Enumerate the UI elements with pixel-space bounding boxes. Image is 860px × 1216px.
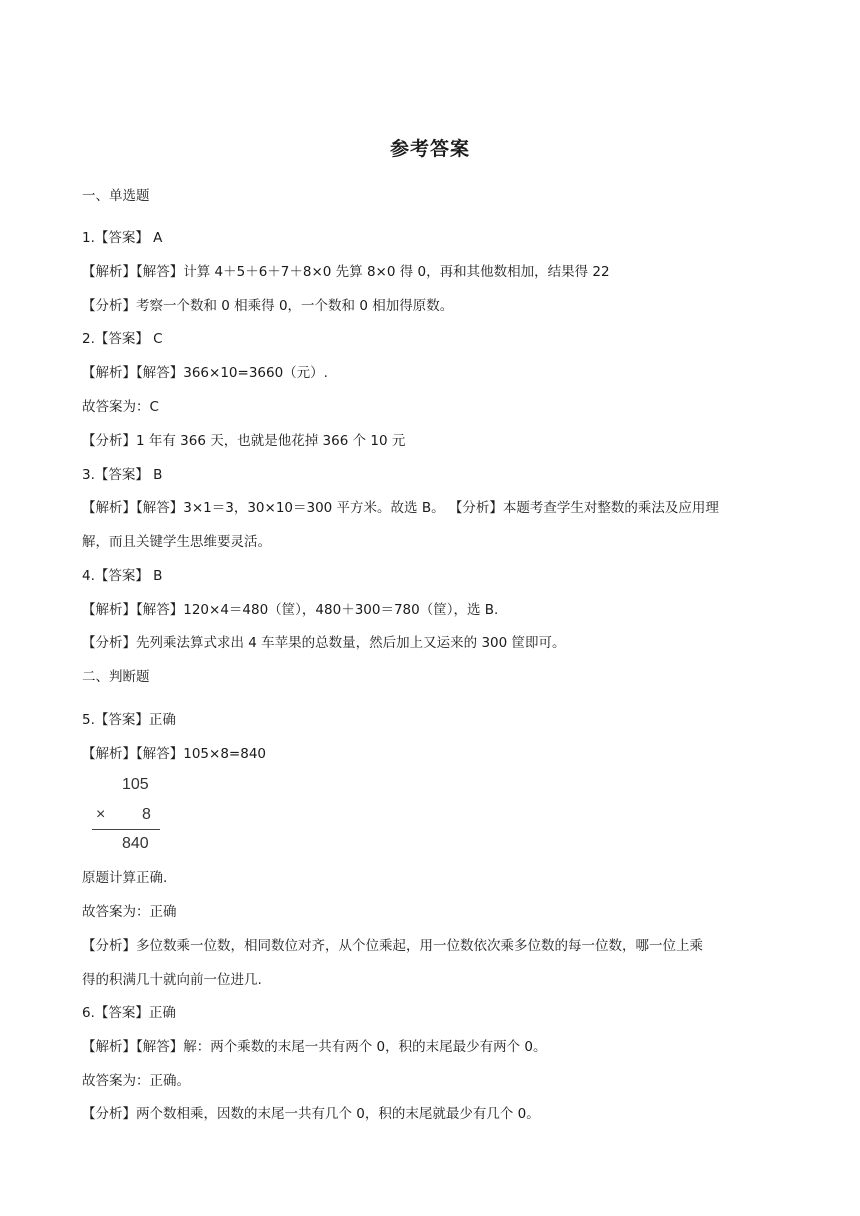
q3-answer: 3.【答案】 B <box>82 467 163 483</box>
q6-answer: 6.【答案】正确 <box>82 1005 176 1021</box>
section-heading-true-false: 二、判断题 <box>82 669 150 685</box>
page-title: 参考答案 <box>389 138 470 160</box>
vertical-multiplication <box>88 772 168 856</box>
q5-conclusion: 故答案为：正确 <box>82 904 177 920</box>
product: 840 <box>122 835 149 852</box>
q5-explanation: 【解析】【解答】105×8=840 <box>82 746 266 762</box>
q5-answer: 5.【答案】正确 <box>82 712 176 728</box>
q5-verdict: 原题计算正确. <box>82 870 168 886</box>
q5-analysis: 【分析】多位数乘一位数，相同数位对齐，从个位乘起，用一位数依次乘多位数的每一位数，哪一位上乘 <box>82 938 703 954</box>
q4-answer: 4.【答案】 B <box>82 568 163 584</box>
q5-analysis-cont: 得的积满几十就向前一位进几. <box>82 972 262 988</box>
q3-explanation: 【解析】【解答】3×1＝3，30×10＝300 平方米。故选 B。 【分析】本题考查学生对整数的乘法及应用理 <box>82 500 719 516</box>
q4-explanation: 【解析】【解答】120×4＝480（筐），480＋300＝780（筐），选 B. <box>82 602 499 618</box>
q4-analysis: 【分析】先列乘法算式求出 4 车苹果的总数量，然后加上又运来的 300 筐即可。 <box>82 635 566 651</box>
q2-explanation: 【解析】【解答】366×10=3660（元）. <box>82 365 328 381</box>
result-line <box>92 829 160 830</box>
q3-explanation-cont: 解，而且关键学生思维要灵活。 <box>82 534 271 550</box>
q6-conclusion: 故答案为：正确。 <box>82 1073 190 1089</box>
times-sign: × <box>96 806 106 823</box>
q2-conclusion: 故答案为：C <box>82 399 159 415</box>
q6-analysis: 【分析】两个数相乘，因数的末尾一共有几个 0，积的末尾就最少有几个 0。 <box>82 1106 540 1122</box>
q1-analysis: 【分析】考察一个数和 0 相乘得 0，一个数和 0 相加得原数。 <box>82 298 454 314</box>
q2-answer: 2.【答案】 C <box>82 331 163 347</box>
q1-explanation: 【解析】【解答】计算 4＋5＋6＋7＋8×0 先算 8×0 得 0，再和其他数相加，结果得 22 <box>82 264 610 280</box>
q2-analysis: 【分析】1 年有 366 天，也就是他花掉 366 个 10 元 <box>82 433 406 449</box>
multiplier: 8 <box>142 806 151 823</box>
multiplicand: 105 <box>122 776 149 793</box>
q6-explanation: 【解析】【解答】解：两个乘数的末尾一共有两个 0，积的末尾最少有两个 0。 <box>82 1039 547 1055</box>
q1-answer: 1.【答案】 A <box>82 230 163 246</box>
section-heading-single-choice: 一、单选题 <box>82 188 150 204</box>
